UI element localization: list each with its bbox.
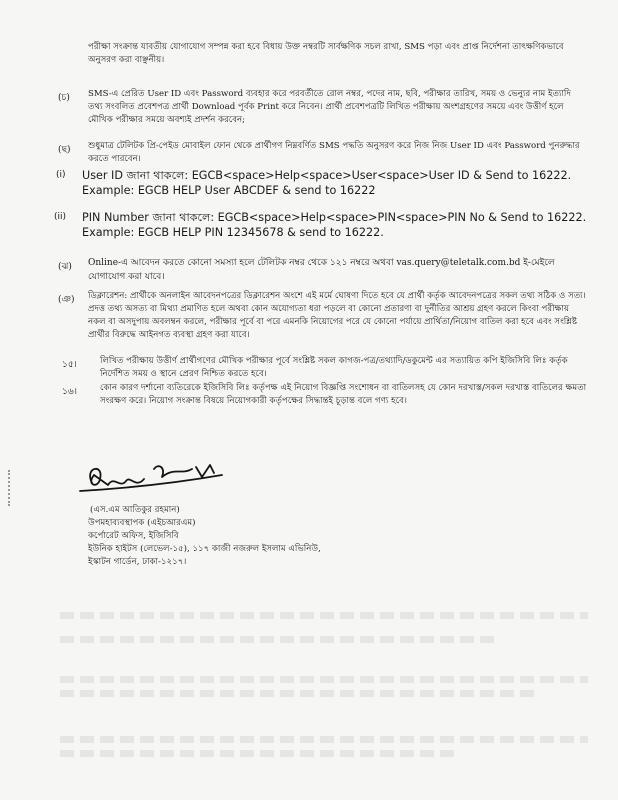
section-15-text: লিখিত পরীক্ষায় উত্তীর্ণ প্রার্থীগণের মৌখিক পরীক্ষার পূর্বে সংশ্লিষ্ট সকল কাগজ-পত্র/তথ্যাদি/ডকুমেন্ট এর সত্যায়িত কপি ইজিসিবি লিঃ কর্তৃক নির্দেশিত সময় ও স্থানে প্রেরণ নিশ্চিত করতে হবে। [100,356,568,379]
section-mark-16: ১৬। [62,387,77,397]
signatory-address-line1: ইউনিক হাইটস (লেভেল-১৫), ১১৭ কাজী নজরুল ইসলাম এভিনিউ, [88,544,321,554]
item-mark-ii: (ii) [54,212,67,222]
handwritten-signature [74,445,224,505]
intro-paragraph: পরীক্ষা সংক্রান্ত যাবতীয় যোগাযোগ সম্পন্ন করা হবে বিধায় উক্ত নম্বরটি সার্বক্ষণিক সচল রাখা, SMS পড়া এবং প্রাপ্ত নির্দেশনা তাৎক্ষণিকভাবে অনুসরণ করা বাঞ্ছনীয়। [88,42,564,65]
bleed-through-line [60,736,588,743]
section-16-text: কোন কারণ দর্শানো ব্যতিরেকে ইজিসিবি লিঃ কর্তৃপক্ষ এই নিয়োগ বিজ্ঞপ্তি সংশোধন বা বাতিলসহ যে কোন দরখাস্ত/সকল দরখাস্ত বাতিলের ক্ষমতা সংরক্ষণ করে। নিয়োগ সংক্রান্ত বিষয়ে নিয়োগকারী কর্তৃপক্ষের সিদ্ধান্তই চূড়ান্ত বলে গণ্য হবে। [100,383,587,406]
item-i-text: User ID জানা থাকলে: EGCB<space>Help<space>User<space>User ID & Send to 16222. Example: EGCB HELP User ABCDEF & send to 16222 [82,169,572,197]
bleed-through-line [60,750,458,757]
bleed-through-line [60,612,588,619]
item-mark-cha: (চ) [58,93,70,103]
section-mark-15: ১৫। [62,360,77,370]
bleed-through-line [60,676,588,683]
item-mark-nya: (ঞ) [58,295,75,305]
declaration-text: ডিক্লারেশন: প্রার্থীকে অনলাইন আবেদনপত্রের ডিক্লারেশন অংশে এই মর্মে ঘোষণা দিতে হবে যে প্রার্থী কর্তৃক আবেদনপত্রের সকল তথ্য সঠিক ও সত্য। প্রদত্ত তথ্য অসত্য বা মিথ্যা প্রমাণিত হলে অথবা কোন অযোগ্যতা ধরা পড়লে বা কোনো প্রতারণা বা দুর্নীতির আশ্রয় গ্রহণ করলে কিংবা পরীক্ষায় নকল বা অসদুপায় অবলম্বন করলে, পরীক্ষার পূর্বে বা পরে এমনকি নিয়োগের পরে যে কোনো পর্যায়ে প্রার্থিতা/নিয়োগ বাতিল করা হবে এবং সংশ্লিষ্ট প্রার্থীর বিরুদ্ধে আইনগত ব্যবস্থা গ্রহণ করা যাবে। [88,291,586,340]
margin-mark [8,470,14,506]
signatory-name: (এস.এম আতিকুর রহমান) [90,505,180,515]
bleed-through-line [60,690,538,697]
item-ii-text: PIN Number জানা থাকলে: EGCB<space>Help<space>PIN<space>PIN No & Send to 16222. Example: EGCB HELP PIN 12345678 & send to 16222. [82,211,587,239]
signatory-office: কর্পোরেট অফিস, ইজিসিবি [88,531,179,541]
signatory-designation: উপমহাব্যবস্থাপক (এইচআরএম) [88,518,196,528]
item-jha-text: Online-এ আবেদন করতে কোনো সমস্যা হলে টেলিটক নম্বর থেকে ১২১ নম্বরে অথবা vas.query@teletalk.com.bd ই-মেইলে যোগাযোগ করা যাবে। [88,258,555,282]
item-mark-chha: (ছ) [58,145,71,155]
item-chha-text: শুধুমাত্র টেলিটক প্রি-পেইড মোবাইল ফোন থেকে প্রার্থীগণ নিম্নবর্ণিত SMS পদ্ধতি অনুসরণ করে নিজ নিজ User ID এবং Password পুনরুদ্ধার করতে পারবেন। [88,141,580,164]
item-mark-jha: (ঝ) [58,262,72,272]
signatory-address-line2: ইস্কাটন গার্ডেন, ঢাকা-১২১৭। [88,557,187,567]
item-mark-i: (i) [56,170,66,180]
item-cha-text: SMS-এ প্রেরিত User ID এবং Password ব্যবহার করে পরবর্তীতে রোল নম্বর, পদের নাম, ছবি, পরীক্ষার তারিখ, সময় ও ভেন্যুর নাম ইত্যাদি তথ্য সংবলিত প্রবেশপত্র প্রার্থী Download পূর্বক Print করে নিবেন। প্রার্থী প্রবেশপত্রটি লিখিত পরীক্ষায় অংশগ্রহণের সময়ে এবং উত্তীর্ণ হলে মৌখিক পরীক্ষার সময়ে অবশ্যই প্রদর্শন করবেন; [88,89,571,125]
bleed-through-line [60,636,498,643]
